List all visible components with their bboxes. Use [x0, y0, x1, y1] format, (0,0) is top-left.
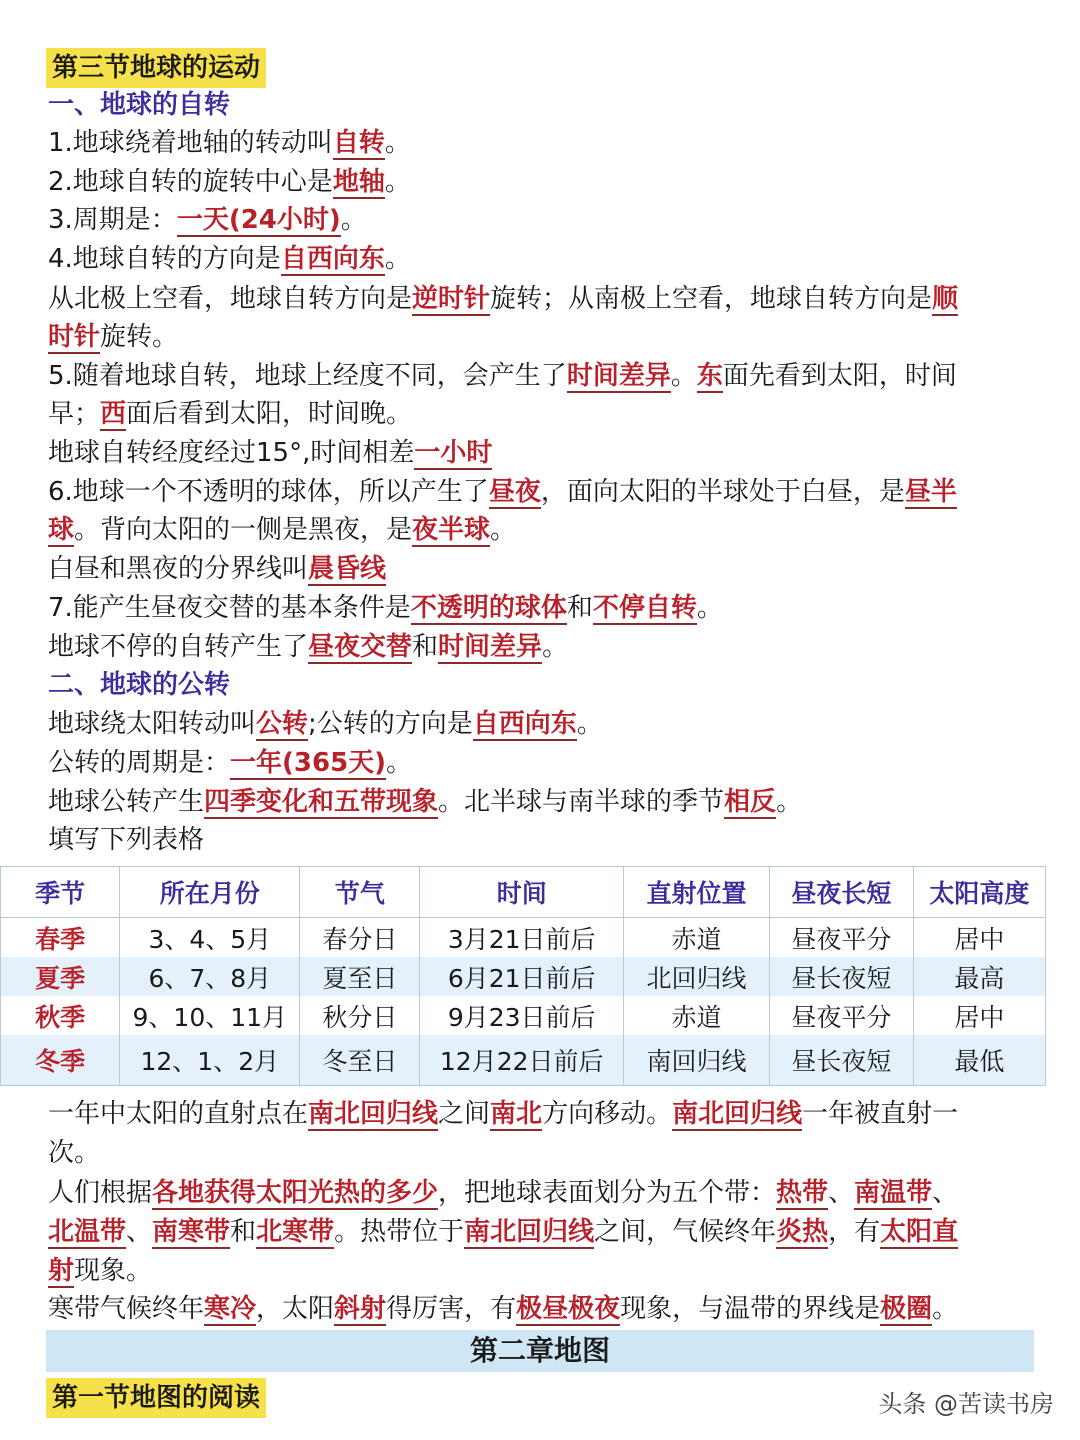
table-cell: 9、10、11月 — [120, 996, 300, 1035]
table-cell: 昼长夜短 — [769, 1035, 913, 1086]
table-cell: 夏至日 — [300, 957, 420, 996]
text-line: 公转的周期是：一年(365天)。 — [48, 748, 413, 778]
table-header-row — [1, 867, 1046, 918]
table-cell: 秋分日 — [300, 996, 420, 1035]
text-line: 寒带气候终年寒冷，太阳斜射得厉害，有极昼极夜现象，与温带的界线是极圈。 — [48, 1294, 959, 1324]
text-line: 1.地球绕着地轴的转动叫自转。 — [48, 128, 411, 158]
table-header: 太阳高度 — [913, 867, 1045, 918]
table-cell: 3月21日前后 — [420, 918, 624, 958]
answer: 寒冷 — [204, 1294, 257, 1324]
answer: 自西向东 — [280, 244, 385, 274]
text-line: 地球绕太阳转动叫公转;公转的方向是自西向东。 — [48, 709, 603, 739]
text-line: 早；西面后看到太阳，时间晚。 — [48, 399, 413, 429]
answer: 东 — [696, 361, 723, 391]
answer: 南北回归线 — [308, 1099, 439, 1129]
table-cell: 秋季 — [1, 996, 120, 1035]
answer: 昼夜 — [488, 477, 541, 507]
table-cell: 9月23日前后 — [420, 996, 624, 1035]
text-line: 地球不停的自转产生了昼夜交替和时间差异。 — [48, 632, 569, 662]
table-row — [1, 996, 1046, 1035]
part2-heading: 二、地球的公转 — [48, 670, 231, 700]
table-cell: 12、1、2月 — [120, 1035, 300, 1086]
answer: 南北回归线 — [672, 1099, 803, 1129]
text-line: 从北极上空看，地球自转方向是逆时针旋转；从南极上空看，地球自转方向是顺 — [48, 284, 959, 314]
answer: 各地获得太阳光热的多少 — [152, 1178, 439, 1208]
answer: 相反 — [724, 787, 777, 817]
answer: 昼夜交替 — [308, 632, 413, 662]
table-cell: 夏季 — [1, 957, 120, 996]
text-line: 北温带、南寒带和北寒带。热带位于南北回归线之间，气候终年炎热，有太阳直 — [48, 1217, 959, 1247]
text-line: 地球公转产生四季变化和五带现象。北半球与南半球的季节相反。 — [48, 787, 803, 817]
text-line: 4.地球自转的方向是自西向东。 — [48, 244, 411, 274]
text-line: 球。背向太阳的一侧是黑夜，是夜半球。 — [48, 515, 517, 545]
table-cell: 6、7、8月 — [120, 957, 300, 996]
answer: 不停自转 — [592, 593, 697, 623]
answer: 太阳直 — [880, 1217, 959, 1247]
answer: 一小时 — [414, 438, 493, 468]
table-cell: 12月22日前后 — [420, 1035, 624, 1086]
table-cell: 最低 — [913, 1035, 1045, 1086]
answer: 射 — [48, 1256, 75, 1286]
answer: 热带 — [776, 1178, 829, 1208]
answer: 北温带 — [48, 1217, 127, 1247]
text-line: 2.地球自转的旋转中心是地轴。 — [48, 167, 411, 197]
answer: 顺 — [932, 284, 959, 314]
table-header: 节气 — [300, 867, 420, 918]
chapter-title: 第二章地图 — [46, 1330, 1034, 1372]
table-cell: 昼夜平分 — [769, 918, 913, 958]
table-cell: 居中 — [913, 996, 1045, 1035]
text-line: 3.周期是：一天(24小时)。 — [48, 205, 367, 235]
answer: 时针 — [48, 322, 101, 352]
table-header: 时间 — [420, 867, 624, 918]
table-cell: 春分日 — [300, 918, 420, 958]
watermark: 头条 @苦读书房 — [878, 1390, 1054, 1418]
table-cell: 3、4、5月 — [120, 918, 300, 958]
table-cell: 春季 — [1, 918, 120, 958]
answer: 自西向东 — [472, 709, 577, 739]
answer: 极昼极夜 — [516, 1294, 621, 1324]
section2-title: 第一节地图的阅读 — [46, 1378, 266, 1418]
text-line: 射现象。 — [48, 1256, 153, 1286]
answer: 极圈 — [880, 1294, 933, 1324]
answer: 一天(24小时) — [176, 205, 341, 235]
table-header: 所在月份 — [120, 867, 300, 918]
answer: 昼半 — [904, 477, 957, 507]
text-line: 白昼和黑夜的分界线叫晨昏线 — [48, 554, 387, 584]
answer: 南北回归线 — [464, 1217, 595, 1247]
table-cell: 6月21日前后 — [420, 957, 624, 996]
answer: 夜半球 — [412, 515, 491, 545]
text-line: 人们根据各地获得太阳光热的多少，把地球表面划分为五个带：热带、南温带、 — [48, 1178, 959, 1208]
answer: 南温带 — [854, 1178, 933, 1208]
part1-heading: 一、地球的自转 — [48, 90, 231, 120]
table-row — [1, 957, 1046, 996]
answer: 炎热 — [776, 1217, 829, 1247]
table-header: 昼夜长短 — [769, 867, 913, 918]
answer: 时间差异 — [438, 632, 543, 662]
table-header: 直射位置 — [624, 867, 770, 918]
text-line: 地球自转经度经过15°,时间相差一小时 — [48, 438, 493, 468]
table-header: 季节 — [1, 867, 120, 918]
text-line: 5.随着地球自转，地球上经度不同，会产生了时间差异。东面先看到太阳，时间 — [48, 361, 957, 391]
table-cell: 冬至日 — [300, 1035, 420, 1086]
table-cell: 赤道 — [624, 918, 770, 958]
seasons-table — [0, 866, 1046, 1086]
text-line: 次。 — [48, 1138, 101, 1168]
section-title: 第三节地球的运动 — [46, 48, 266, 88]
answer: 一年(365天) — [230, 748, 387, 778]
table-row — [1, 918, 1046, 958]
table-cell: 冬季 — [1, 1035, 120, 1086]
table-row — [1, 1035, 1046, 1086]
answer: 晨昏线 — [308, 554, 387, 584]
answer: 逆时针 — [412, 284, 491, 314]
table-cell: 南回归线 — [624, 1035, 770, 1086]
text-line: 7.能产生昼夜交替的基本条件是不透明的球体和不停自转。 — [48, 593, 723, 623]
table-cell: 居中 — [913, 918, 1045, 958]
answer: 四季变化和五带现象 — [204, 787, 439, 817]
text-line: 一年中太阳的直射点在南北回归线之间南北方向移动。南北回归线一年被直射一 — [48, 1099, 959, 1129]
table-cell: 最高 — [913, 957, 1045, 996]
text-line: 6.地球一个不透明的球体，所以产生了昼夜，面向太阳的半球处于白昼，是昼半 — [48, 477, 957, 507]
answer: 南寒带 — [152, 1217, 231, 1247]
table-cell: 赤道 — [624, 996, 770, 1035]
answer: 北寒带 — [256, 1217, 335, 1247]
table-cell: 昼夜平分 — [769, 996, 913, 1035]
answer: 西 — [100, 399, 127, 429]
table-cell: 昼长夜短 — [769, 957, 913, 996]
answer: 不透明的球体 — [410, 593, 567, 623]
answer: 斜射 — [334, 1294, 387, 1324]
text-line: 填写下列表格 — [48, 825, 205, 855]
answer: 南北 — [490, 1099, 543, 1129]
answer: 时间差异 — [566, 361, 671, 391]
table-cell: 北回归线 — [624, 957, 770, 996]
answer: 公转 — [256, 709, 309, 739]
text-line: 时针旋转。 — [48, 322, 179, 352]
answer: 自转 — [332, 128, 385, 158]
answer: 球 — [48, 515, 75, 545]
answer: 地轴 — [332, 167, 385, 197]
